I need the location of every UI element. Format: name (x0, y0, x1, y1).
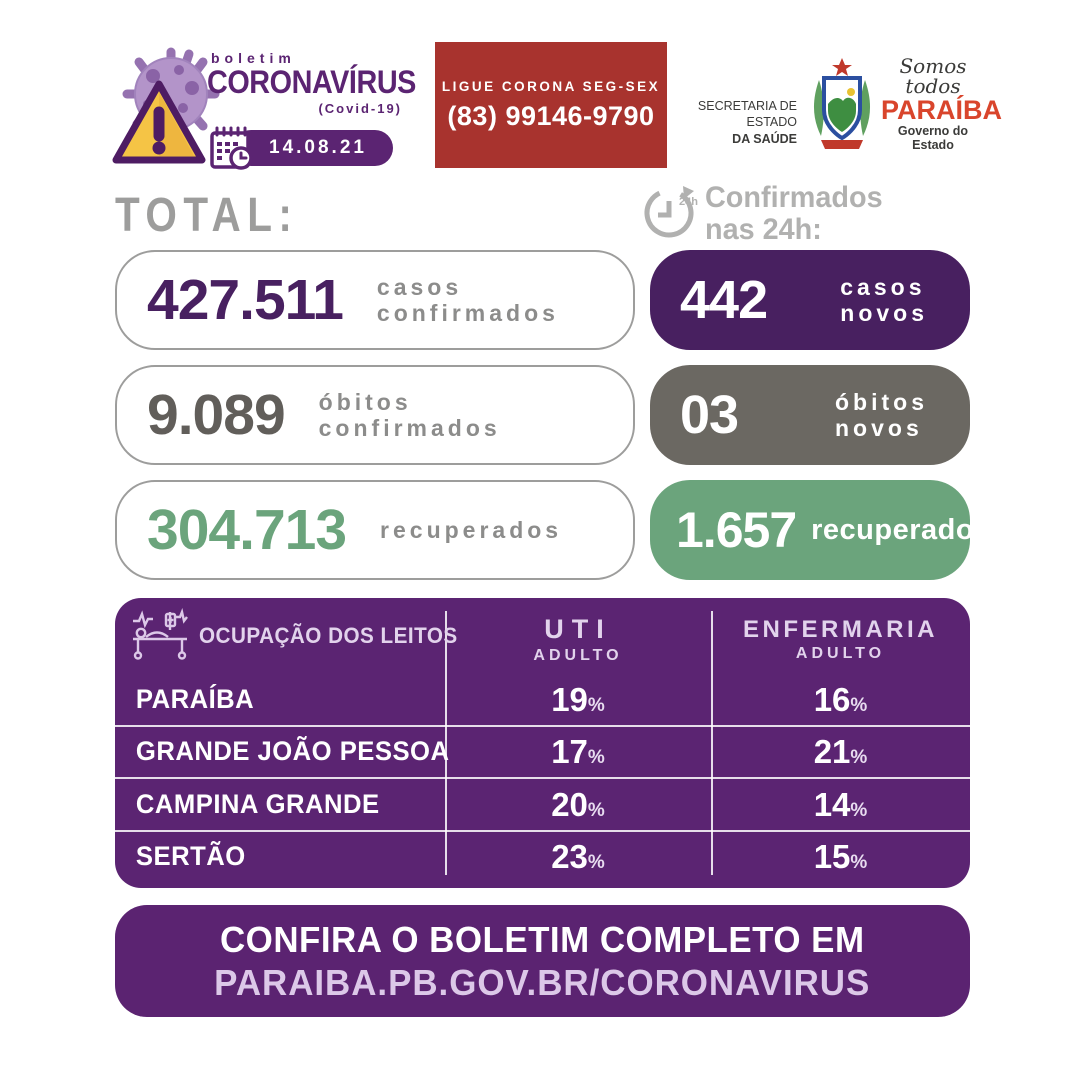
beds-table-title: OCUPAÇÃO DOS LEITOS (199, 623, 458, 648)
last24h-heading (641, 182, 890, 245)
region-label: SERTÃO (135, 841, 246, 872)
last24h-line1: Confirmados (705, 181, 883, 214)
percent-sign: % (850, 799, 868, 821)
secretary-line1: SECRETARIA DE ESTADO (697, 99, 797, 130)
total-deaths-value: 9.089 (147, 382, 285, 447)
covid-subtitle: (Covid-19) (318, 100, 402, 116)
calendar-clock-icon (207, 124, 257, 179)
government-logo (881, 54, 1002, 153)
table-row (115, 777, 970, 830)
card-total-deaths (115, 365, 635, 465)
hotline-card (435, 42, 667, 168)
label-line: novos (840, 300, 928, 326)
enfermaria-value (711, 733, 970, 771)
percent-sign: % (850, 747, 868, 769)
table-row (115, 725, 970, 778)
region-label: GRANDE JOÃO PESSOA (135, 736, 450, 767)
clock-24h-label: 24h (679, 196, 698, 208)
last24h-line2: nas 24h: (705, 212, 822, 246)
table-row (115, 830, 970, 883)
uti-value (445, 680, 711, 718)
enfermaria-value (711, 838, 970, 876)
last24h-heading-text (705, 182, 883, 245)
new-cases-value: 442 (680, 270, 768, 330)
column-header-uti (445, 598, 711, 674)
enfermaria-value (711, 785, 970, 823)
footer-banner (115, 905, 970, 1017)
col-enf-sublabel: ADULTO (795, 645, 886, 663)
enf-number: 15 (813, 838, 851, 876)
total-heading: TOTAL: (115, 188, 299, 242)
bulletin-label: boletim (211, 50, 296, 66)
enf-number: 14 (813, 785, 851, 823)
gov-subtitle: Governo do Estado (897, 124, 969, 153)
percent-sign: % (850, 694, 868, 716)
bed-occupancy-table (115, 598, 970, 888)
enfermaria-value (711, 680, 970, 718)
percent-sign: % (587, 852, 605, 874)
region-label: PARAÍBA (135, 683, 255, 714)
card-new-deaths (650, 365, 970, 465)
col-uti-label: UTI (544, 614, 612, 645)
card-total-confirmed (115, 250, 635, 350)
table-row (115, 674, 970, 725)
date-badge: 14.08.21 (233, 130, 393, 166)
label-line: confirmados (376, 300, 559, 326)
uti-number: 23 (551, 838, 588, 876)
hospital-bed-icon (131, 608, 189, 665)
uti-number: 19 (551, 680, 588, 718)
gov-script-text: Somos todos (899, 54, 967, 98)
secretary-line2: DA SAÚDE (732, 131, 797, 146)
percent-sign: % (850, 852, 868, 874)
uti-value (445, 733, 711, 771)
date-row (207, 122, 402, 174)
footer-url: PARAIBA.PB.GOV.BR/CORONAVIRUS (214, 962, 871, 1003)
label-line: óbitos (318, 388, 412, 415)
uti-number: 17 (551, 733, 588, 771)
new-deaths-label (835, 389, 928, 442)
table-header-row (115, 598, 970, 674)
enf-number: 21 (813, 733, 851, 771)
new-recovered-value: 1.657 (676, 502, 797, 558)
gov-state-name: PARAÍBA (881, 95, 1002, 125)
new-recovered-label: recuperados (811, 513, 991, 546)
health-secretary-label (657, 98, 797, 147)
percent-sign: % (587, 694, 605, 716)
label-line: confirmados (318, 415, 501, 441)
uti-number: 20 (551, 785, 588, 823)
header (105, 42, 1002, 174)
col-enf-label: ENFERMARIA (743, 615, 938, 643)
label-line: óbitos (835, 388, 928, 415)
footer-callout: CONFIRA O BOLETIM COMPLETO EM (220, 918, 865, 960)
col-uti-sublabel: ADULTO (533, 646, 623, 664)
total-recovered-label: recuperados (380, 516, 563, 543)
region-label: CAMPINA GRANDE (135, 788, 380, 819)
clock-24h-icon (641, 182, 699, 245)
total-confirmed-label (377, 274, 559, 327)
uti-value (445, 838, 711, 876)
brand-block (207, 50, 416, 174)
percent-sign: % (587, 747, 605, 769)
enf-number: 16 (813, 680, 851, 718)
new-cases-label (840, 274, 928, 327)
page-title: CORONAVÍRUS (207, 64, 416, 100)
hotline-label: LIGUE CORONA SEG-SEX (441, 78, 661, 94)
label-line: casos (840, 273, 926, 300)
total-recovered-value: 304.713 (147, 497, 347, 562)
hotline-phone: (83) 99146-9790 (447, 100, 655, 131)
card-new-recovered (650, 480, 991, 580)
card-total-recovered (115, 480, 635, 580)
card-new-cases (650, 250, 970, 350)
total-deaths-label (319, 389, 501, 442)
table-body (115, 674, 970, 882)
uti-value (445, 785, 711, 823)
column-header-enfermaria (711, 598, 970, 674)
percent-sign: % (587, 799, 605, 821)
new-deaths-value: 03 (680, 385, 739, 445)
label-line: casos (376, 273, 463, 300)
label-line: novos (835, 415, 923, 441)
state-coat-of-arms-icon (809, 56, 875, 161)
total-confirmed-value: 427.511 (147, 267, 343, 332)
